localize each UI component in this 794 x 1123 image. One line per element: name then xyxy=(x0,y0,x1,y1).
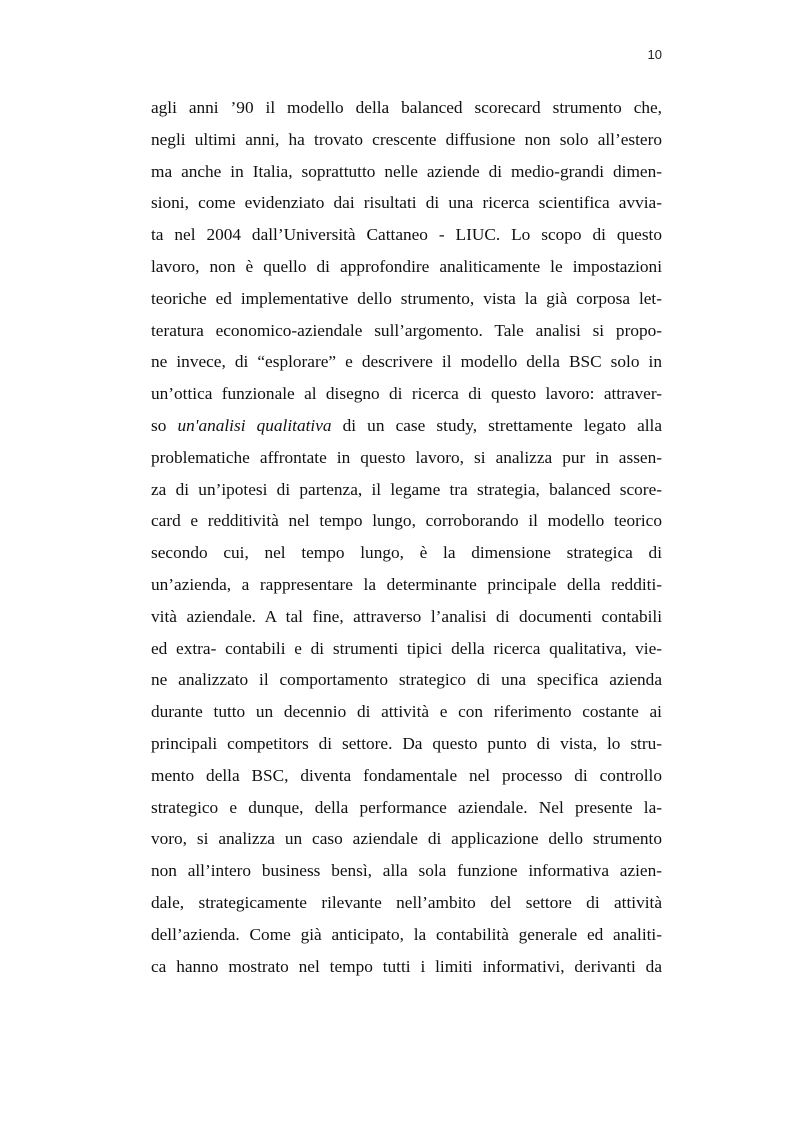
text-segment: ne invece, di “esplorare” e descrivere il modello della BSC solo in xyxy=(151,352,662,372)
italic-phrase: un'analisi qualitativa xyxy=(177,415,332,435)
text-segment: un’ottica funzionale al disegno di ricerca di questo lavoro: attraver- xyxy=(151,384,662,404)
text-line xyxy=(151,219,662,251)
text-segment: teratura economico-aziendale sull’argomento. Tale analisi si propo- xyxy=(151,320,662,340)
text-line xyxy=(151,823,662,855)
text-segment: mento della BSC, diventa fondamentale nel processo di controllo xyxy=(151,765,662,785)
body-text xyxy=(151,92,662,982)
text-line xyxy=(151,474,662,506)
text-line xyxy=(151,664,662,696)
text-line xyxy=(151,887,662,919)
text-line xyxy=(151,124,662,156)
text-line xyxy=(151,919,662,951)
text-segment: teoriche ed implementative dello strumento, vista la già corposa let- xyxy=(151,288,662,308)
text-segment: di un case study, strettamente legato alla xyxy=(331,415,662,435)
text-line xyxy=(151,601,662,633)
text-line xyxy=(151,951,662,983)
text-segment: problematiche affrontate in questo lavoro, si analizza pur in assen- xyxy=(151,447,662,467)
text-line xyxy=(151,346,662,378)
text-segment: ma anche in Italia, soprattutto nelle aziende di medio-grandi dimen- xyxy=(151,161,662,181)
text-line xyxy=(151,569,662,601)
text-line xyxy=(151,505,662,537)
text-line xyxy=(151,315,662,347)
text-line xyxy=(151,92,662,124)
text-segment: un’azienda, a rappresentare la determinante principale della redditi- xyxy=(151,574,662,594)
text-segment: voro, si analizza un caso aziendale di applicazione dello strumento xyxy=(151,829,662,849)
text-line xyxy=(151,410,662,442)
text-line xyxy=(151,792,662,824)
text-line xyxy=(151,442,662,474)
text-segment: non all’intero business bensì, alla sola funzione informativa azien- xyxy=(151,861,662,881)
text-segment: ne analizzato il comportamento strategico di una specifica azienda xyxy=(151,670,662,690)
text-segment: card e redditività nel tempo lungo, corroborando il modello teorico xyxy=(151,511,662,531)
text-segment: so xyxy=(151,415,178,435)
page-number: 10 xyxy=(647,47,662,62)
text-segment: ca hanno mostrato nel tempo tutti i limiti informativi, derivanti da xyxy=(151,956,662,976)
text-line xyxy=(151,156,662,188)
text-segment: negli ultimi anni, ha trovato crescente diffusione non solo all’estero xyxy=(151,129,662,149)
text-segment: lavoro, non è quello di approfondire analiticamente le impostazioni xyxy=(151,256,662,276)
text-segment: durante tutto un decennio di attività e con riferimento costante ai xyxy=(151,702,662,722)
text-line xyxy=(151,251,662,283)
text-line xyxy=(151,696,662,728)
text-segment: principali competitors di settore. Da questo punto di vista, lo stru- xyxy=(151,733,662,753)
text-segment: dell’azienda. Come già anticipato, la contabilità generale ed analiti- xyxy=(151,924,662,944)
text-line xyxy=(151,283,662,315)
text-line xyxy=(151,728,662,760)
text-segment: dale, strategicamente rilevante nell’ambito del settore di attività xyxy=(151,892,662,912)
text-segment: strategico e dunque, della performance aziendale. Nel presente la- xyxy=(151,797,662,817)
text-line xyxy=(151,537,662,569)
text-segment: secondo cui, nel tempo lungo, è la dimensione strategica di xyxy=(151,543,662,563)
text-segment: sioni, come evidenziato dai risultati di una ricerca scientifica avvia- xyxy=(151,193,662,213)
text-segment: za di un’ipotesi di partenza, il legame tra strategia, balanced score- xyxy=(151,479,662,499)
text-line xyxy=(151,760,662,792)
text-line xyxy=(151,855,662,887)
text-segment: ta nel 2004 dall’Università Cattaneo - LIUC. Lo scopo di questo xyxy=(151,225,662,245)
text-line xyxy=(151,187,662,219)
text-segment: vità aziendale. A tal fine, attraverso l’analisi di documenti contabili xyxy=(151,606,662,626)
text-line xyxy=(151,378,662,410)
text-line xyxy=(151,633,662,665)
text-segment: ed extra- contabili e di strumenti tipici della ricerca qualitativa, vie- xyxy=(151,638,662,658)
text-segment: agli anni ’90 il modello della balanced scorecard strumento che, xyxy=(151,98,662,117)
